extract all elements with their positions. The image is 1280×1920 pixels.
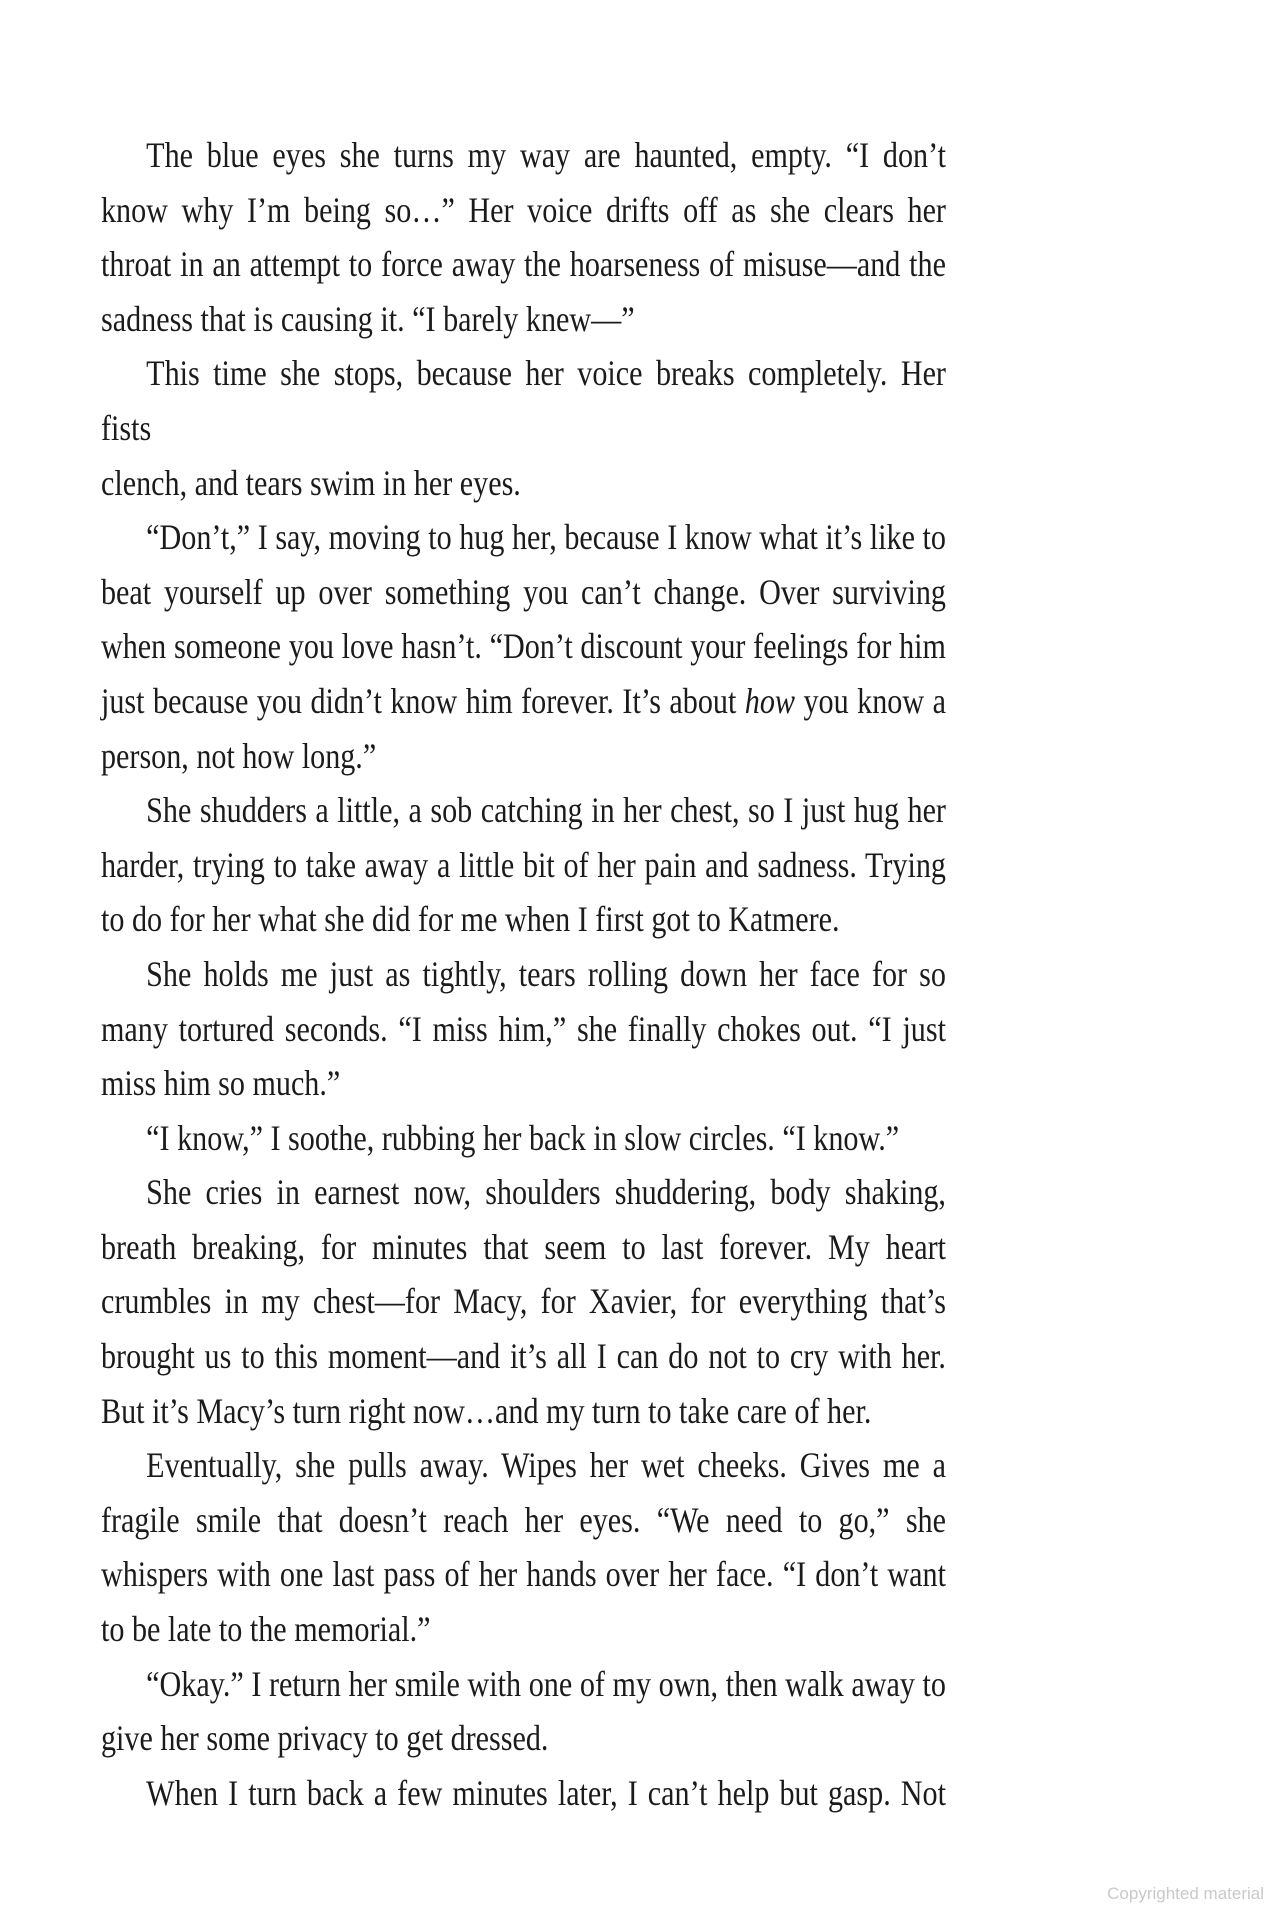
text-line: sadness that is causing it. “I barely knew—” bbox=[101, 298, 635, 339]
italic-word: how bbox=[744, 680, 796, 721]
text-line: to be late to the memorial.” bbox=[101, 1609, 431, 1650]
text-segment: you know a bbox=[795, 680, 946, 721]
text-line: harder, trying to take away a little bit of her pain and sadness. Trying bbox=[101, 844, 946, 885]
paragraph bbox=[101, 783, 946, 947]
text-line: person, not how long.” bbox=[101, 735, 377, 776]
text-line: fragile smile that doesn’t reach her eyes. “We need to go,” she bbox=[101, 1499, 946, 1540]
text-line: beat yourself up over something you can’t change. Over surviving bbox=[101, 571, 946, 612]
paragraph bbox=[101, 510, 946, 783]
text-line: She holds me just as tightly, tears rolling down her face for so bbox=[146, 953, 946, 994]
text-line: “I know,” I soothe, rubbing her back in slow circles. “I know.” bbox=[146, 1117, 900, 1158]
text-line: “Okay.” I return her smile with one of my own, then walk away to bbox=[146, 1663, 946, 1704]
text-line: breath breaking, for minutes that seem to last forever. My heart bbox=[101, 1226, 946, 1267]
text-line: “Don’t,” I say, moving to hug her, because I know what it’s like to bbox=[146, 517, 946, 558]
text-line: But it’s Macy’s turn right now…and my turn to take care of her. bbox=[101, 1390, 872, 1431]
copyright-watermark: Copyrighted material bbox=[1107, 1884, 1264, 1903]
text-line: She cries in earnest now, shoulders shuddering, body shaking, bbox=[146, 1172, 946, 1213]
text-line: The blue eyes she turns my way are haunted, empty. “I don’t bbox=[146, 135, 946, 175]
paragraph bbox=[101, 1657, 946, 1766]
text-line: miss him so much.” bbox=[101, 1063, 341, 1104]
text-line: throat in an attempt to force away the hoarseness of misuse—and the bbox=[101, 244, 946, 285]
body-text bbox=[101, 128, 946, 1820]
text-line: know why I’m being so…” Her voice drifts off as she clears her bbox=[101, 189, 946, 230]
paragraph bbox=[101, 1438, 946, 1656]
text-line bbox=[101, 674, 946, 729]
text-line: to do for her what she did for me when I first got to Katmere. bbox=[101, 899, 840, 940]
paragraph bbox=[101, 1165, 946, 1438]
paragraph bbox=[101, 346, 946, 510]
text-line: Eventually, she pulls away. Wipes her wet cheeks. Gives me a bbox=[146, 1445, 946, 1486]
text-line: many tortured seconds. “I miss him,” she finally chokes out. “I just bbox=[101, 1008, 946, 1049]
text-line: crumbles in my chest—for Macy, for Xavier, for everything that’s bbox=[101, 1281, 946, 1322]
text-line: This time she stops, because her voice breaks completely. Her fists bbox=[101, 353, 946, 448]
text-segment: just because you didn’t know him forever. It’s about bbox=[101, 680, 745, 721]
text-line: give her some privacy to get dressed. bbox=[101, 1718, 549, 1759]
text-line: brought us to this moment—and it’s all I can do not to cry with her. bbox=[101, 1336, 946, 1377]
text-line: clench, and tears swim in her eyes. bbox=[101, 462, 521, 503]
text-line: When I turn back a few minutes later, I can’t help but gasp. Not bbox=[146, 1772, 946, 1813]
text-line: when someone you love hasn’t. “Don’t discount your feelings for him bbox=[101, 626, 946, 667]
paragraph bbox=[101, 1111, 946, 1166]
paragraph bbox=[101, 947, 946, 1111]
text-line: whispers with one last pass of her hands over her face. “I don’t want bbox=[101, 1554, 946, 1595]
paragraph bbox=[101, 128, 946, 346]
text-line: She shudders a little, a sob catching in her chest, so I just hug her bbox=[146, 790, 946, 831]
paragraph bbox=[101, 1766, 946, 1821]
